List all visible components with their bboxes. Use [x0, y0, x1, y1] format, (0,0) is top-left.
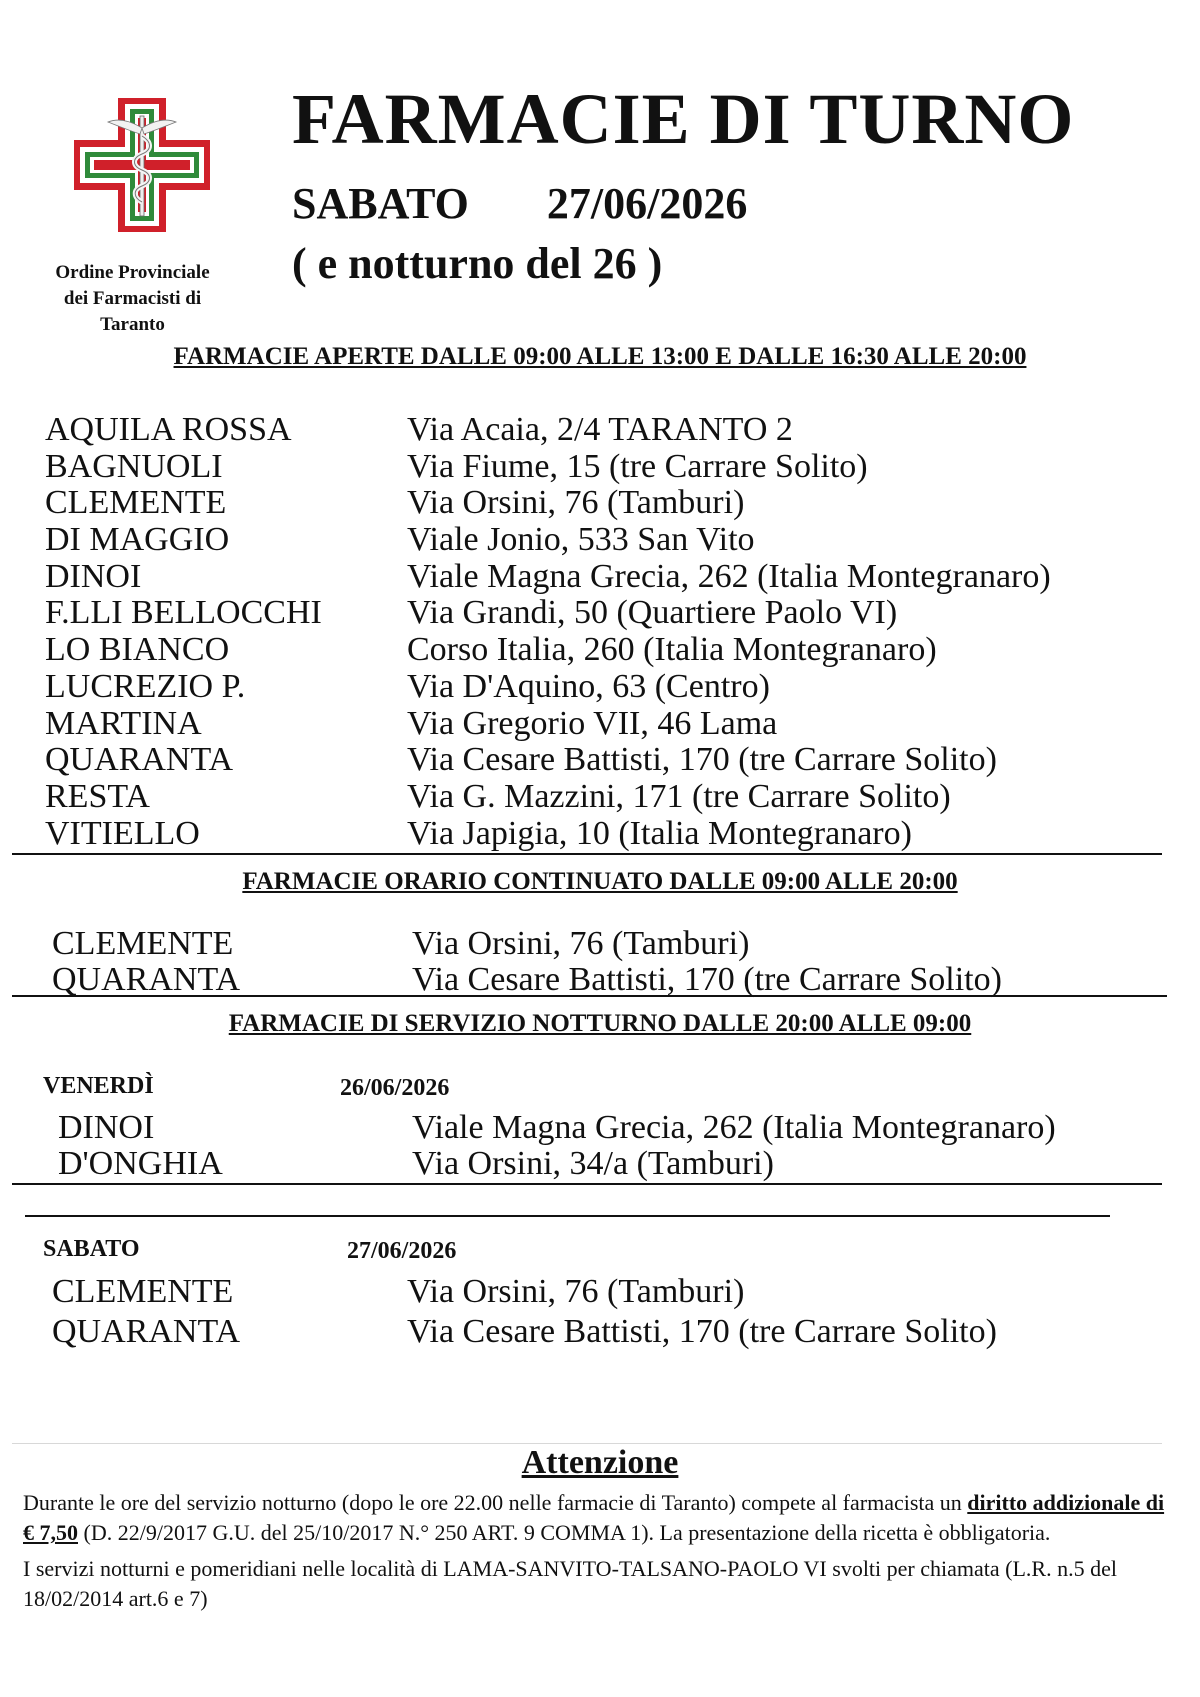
pharmacy-address: Via Fiume, 15 (tre Carrare Solito)	[407, 447, 868, 485]
pharmacy-row	[52, 962, 1172, 998]
pharmacy-address: Viale Magna Grecia, 262 (Italia Montegranaro)	[412, 1109, 1056, 1146]
continuous-section-title: FARMACIE ORARIO CONTINUATO DALLE 09:00 ALLE 20:00	[242, 868, 958, 895]
pharmacy-row	[45, 779, 1165, 816]
pharmacy-address: Via Orsini, 76 (Tamburi)	[407, 484, 745, 522]
notice-body	[23, 1488, 1173, 1620]
pharmacy-address: Via G. Mazzini, 171 (tre Carrare Solito)	[407, 777, 951, 815]
pharmacy-address: Viale Magna Grecia, 262 (Italia Montegranaro)	[407, 557, 1051, 595]
pharmacy-name: VITIELLO	[45, 814, 200, 852]
pharmacy-row	[45, 816, 1165, 853]
pharmacy-name: DINOI	[58, 1109, 155, 1146]
pharmacy-row	[45, 632, 1165, 669]
pharmacy-row	[45, 595, 1165, 632]
pharmacy-address: Via Acaia, 2/4 TARANTO 2	[407, 411, 793, 448]
pharmacy-name: RESTA	[45, 777, 150, 815]
pharmacy-address: Via Cesare Battisti, 170 (tre Carrare Solito)	[407, 1313, 997, 1350]
pharmacy-row	[45, 669, 1165, 706]
pharmacy-address: Via Orsini, 76 (Tamburi)	[412, 925, 750, 962]
organization-name	[30, 260, 235, 338]
pharmacy-row	[52, 1312, 1172, 1352]
pharmacy-name: BAGNUOLI	[45, 447, 223, 485]
pharmacy-name: DI MAGGIO	[45, 521, 230, 559]
pharmacy-address: Viale Jonio, 533 San Vito	[407, 521, 755, 559]
org-line-2: dei Farmacisti di	[63, 288, 202, 309]
saturday-label: SABATO	[43, 1236, 140, 1262]
pharmacy-name: QUARANTA	[45, 741, 234, 779]
caduceus-cross-icon	[74, 98, 210, 232]
day-label: SABATO	[292, 179, 469, 228]
pharmacy-name: MARTINA	[45, 704, 202, 742]
page-title: FARMACIE DI TURNO	[292, 79, 1075, 159]
pharmacy-address: Via Gregorio VII, 46 Lama	[407, 704, 778, 742]
friday-label: VENERDÌ	[43, 1073, 154, 1099]
pharmacy-address: Via D'Aquino, 63 (Centro)	[407, 667, 770, 705]
pharmacy-row	[45, 522, 1165, 559]
saturday-night-list	[52, 1272, 1172, 1352]
pharmacy-address: Via Orsini, 34/a (Tamburi)	[412, 1145, 774, 1182]
additional-fee-text: diritto addizionale di € 7,50	[23, 1490, 1165, 1545]
divider	[12, 1183, 1162, 1185]
pharmacy-address: Via Cesare Battisti, 170 (tre Carrare Solito)	[412, 961, 1002, 998]
notice-paragraph-2: I servizi notturni e pomeridiani nelle località di LAMA-SANVITO-TALSANO-PAOLO VI svolti per chiamata (L.R. n.5 del 18/02/2014 art.6 e 7)	[23, 1556, 1117, 1611]
pharmacy-name: LO BIANCO	[45, 631, 230, 669]
pharmacy-address: Via Japigia, 10 (Italia Montegranaro)	[407, 814, 912, 852]
friday-night-list	[58, 1110, 1178, 1182]
continuous-pharmacy-list	[52, 926, 1172, 998]
pharmacy-row	[45, 485, 1165, 522]
org-line-1: Ordine Provinciale	[55, 262, 210, 283]
pharmacy-row	[58, 1146, 1178, 1182]
org-line-3: Taranto	[100, 314, 165, 335]
pharmacy-cross-logo	[74, 98, 210, 232]
night-subtitle: ( e notturno del 26 )	[292, 239, 663, 288]
pharmacy-address: Via Grandi, 50 (Quartiere Paolo VI)	[407, 594, 898, 632]
pharmacy-row	[45, 742, 1165, 779]
pharmacy-row	[52, 926, 1172, 962]
friday-date: 26/06/2026	[340, 1075, 450, 1101]
pharmacy-name: QUARANTA	[52, 961, 241, 998]
pharmacy-row	[45, 412, 1165, 449]
pharmacy-name: AQUILA ROSSA	[45, 411, 292, 448]
pharmacy-address: Corso Italia, 260 (Italia Montegranaro)	[407, 631, 937, 669]
pharmacy-row	[45, 706, 1165, 743]
pharmacy-address: Via Orsini, 76 (Tamburi)	[407, 1273, 745, 1310]
pharmacy-name: CLEMENTE	[45, 484, 227, 522]
pharmacy-address: Via Cesare Battisti, 170 (tre Carrare Solito)	[407, 741, 997, 779]
divider	[12, 853, 1162, 855]
saturday-date: 27/06/2026	[347, 1238, 457, 1264]
pharmacy-row	[52, 1272, 1172, 1312]
date-heading	[292, 178, 747, 229]
pharmacy-name: QUARANTA	[52, 1313, 241, 1350]
pharmacy-name: CLEMENTE	[52, 1273, 234, 1310]
date-label: 27/06/2026	[546, 179, 748, 228]
night-section-title: FARMACIE DI SERVIZIO NOTTURNO DALLE 20:00 ALLE 09:00	[228, 1010, 972, 1037]
pharmacy-name: DINOI	[45, 557, 142, 595]
pharmacy-name: F.LLI BELLOCCHI	[45, 594, 322, 632]
pharmacy-name: D'ONGHIA	[58, 1145, 223, 1182]
divider	[25, 1215, 1110, 1217]
pharmacy-row	[45, 559, 1165, 596]
pharmacy-name: LUCREZIO P.	[45, 667, 246, 705]
daytime-pharmacy-list	[45, 412, 1165, 852]
pharmacy-row	[58, 1110, 1178, 1146]
pharmacy-name: CLEMENTE	[52, 925, 234, 962]
notice-title: Attenzione	[521, 1444, 679, 1481]
divider	[12, 995, 1167, 997]
pharmacy-row	[45, 449, 1165, 486]
notice-paragraph-1: Durante le ore del servizio notturno (dopo le ore 22.00 nelle farmacie di Taranto) compete al farmacista un diritto addizionale di € 7,50 (D. 22/9/2017 G.U. del 25/10/2017 N.° 250 ART. 9 COMMA 1). La presentazione della ricetta è obbligatoria.	[23, 1490, 1165, 1545]
daytime-section-title: FARMACIE APERTE DALLE 09:00 ALLE 13:00 E DALLE 16:30 ALLE 20:00	[173, 343, 1027, 370]
